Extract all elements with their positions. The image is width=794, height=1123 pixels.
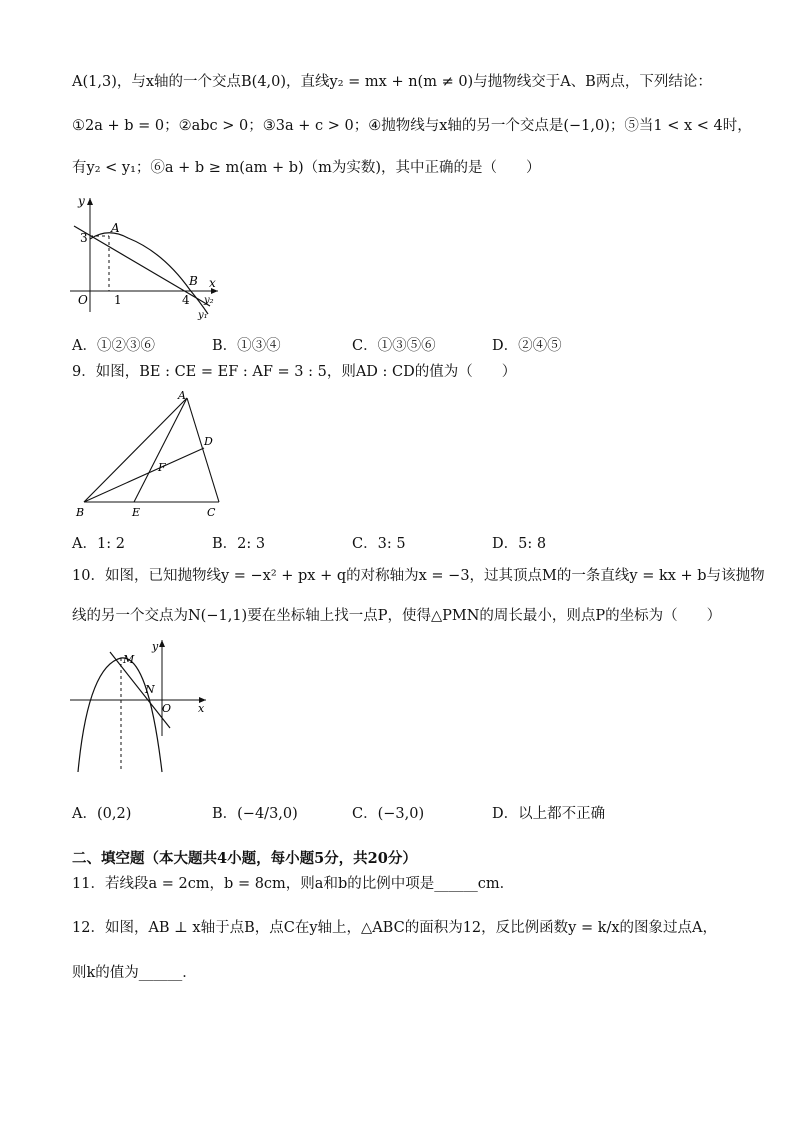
q8-fig-label: 1 (114, 293, 122, 307)
q10-fig-label: M (123, 653, 135, 666)
q8-fig-label: y₂ (204, 295, 214, 306)
q9-triangle-figure (72, 388, 232, 523)
q10-line-1: 10．如图，已知抛物线y = −x² + px + q的对称轴为x = −3，过其顶点M的一条直线y = kx + b与该抛物 (72, 568, 765, 584)
q8-option-b: B．①③④ (212, 338, 281, 354)
q9-stem: 9．如图，BE : CE = EF : AF = 3 : 5，则AD : CD的值为（ ） (72, 364, 517, 380)
q8-fig-label: A (111, 221, 120, 235)
q10-option-b: B．(−4/3,0) (212, 806, 298, 822)
q9-option-b: B．2: 3 (212, 536, 266, 552)
q8-fig-label: y₁ (198, 310, 208, 321)
q8-line-3: 有y₂ < y₁；⑥a + b ≥ m(am + b)（m为实数)，其中正确的是（ ） (72, 160, 541, 176)
section-heading: 二、填空题（本大题共4小题，每小题5分，共20分） (72, 850, 417, 867)
q10-fig-label: O (162, 702, 172, 715)
q10-fig-label: N (145, 683, 155, 696)
q8-fig-label: O (78, 293, 88, 307)
q9-fig-label: E (132, 506, 141, 519)
q8-fig-label: y (78, 194, 85, 208)
q10-fig-label: x (198, 702, 205, 715)
q8-line-2: ①2a + b = 0；②abc > 0；③3a + c > 0；④抛物线与x轴的另一个交点是(−1,0)；⑤当1 < x < 4时， (72, 118, 752, 134)
q10-option-c: C．(−3,0) (352, 806, 425, 822)
q12-line-1: 12．如图，AB ⊥ x轴于点B，点C在y轴上，△ABC的面积为12，反比例函数y = k/x的图象过点A， (72, 920, 718, 936)
q8-fig-label: x (209, 276, 216, 290)
q8-fig-label: B (189, 274, 198, 288)
q11-text: 11．若线段a = 2cm，b = 8cm，则a和b的比例中项是______cm． (72, 876, 515, 892)
q9-fig-label: F (158, 461, 166, 474)
q9-fig-label: C (207, 506, 216, 519)
q10-fig-label: y (152, 640, 159, 653)
q10-option-d: D．以上都不正确 (492, 806, 606, 822)
q9-fig-label: A (178, 389, 186, 402)
q8-fig-label: 3 (80, 231, 88, 245)
q10-parabola-figure (68, 636, 218, 776)
q10-option-a: A．(0,2) (72, 806, 132, 822)
q9-option-c: C．3: 5 (352, 536, 406, 552)
q8-option-d: D．②④⑤ (492, 338, 562, 354)
q12-line-2: 则k的值为______． (72, 965, 197, 981)
q8-parabola-figure (68, 192, 228, 322)
q8-line-1: A(1,3)，与x轴的一个交点B(4,0)，直线y₂ = mx + n(m ≠ 0)与抛物线交于A、B两点，下列结论： (72, 74, 712, 90)
q9-fig-label: B (76, 506, 85, 519)
q8-option-c: C．①③⑤⑥ (352, 338, 436, 354)
q9-option-d: D．5: 8 (492, 536, 547, 552)
q10-line-2: 线的另一个交点为N(−1,1)要在坐标轴上找一点P，使得△PMN的周长最小，则点P的坐标为（ ） (72, 608, 722, 624)
q9-fig-label: D (204, 435, 213, 448)
q8-fig-label: 4 (182, 293, 190, 307)
q9-option-a: A．1: 2 (72, 536, 125, 552)
q8-option-a: A．①②③⑥ (72, 338, 155, 354)
